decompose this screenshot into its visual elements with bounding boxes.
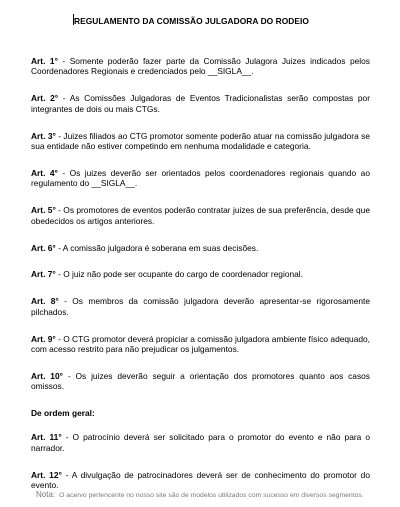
article-7 [31,269,370,279]
articles-list [31,56,370,507]
article-number: Art. 9° [31,333,56,344]
section-heading: De ordem geral: [31,408,95,419]
article-text: - Somente poderão fazer parte da Comissão Julagora Juizes indicados pelos Coordenadores Regionais e credenciados pelo __SIGLA__. [31,56,370,77]
article-text: - O CTG promotor deverá propiciar a comissão julgadora ambiente físico adequado, com acesso restrito para não prejudicar os julgamentos. [31,333,370,355]
article-10 [31,371,370,392]
article-text: - A divulgação de patrocinadores deverá ser de conhecimento do promotor do evento. [31,469,370,491]
article-5 [31,205,370,226]
article-8 [31,296,370,317]
footnote [36,490,364,499]
article-text: - As Comissões Julgadoras de Eventos Tradicionalistas serão compostas por integrantes de dois ou mais CTGs. [31,93,370,114]
article-text: - Os juizes deverão seguir a orientação dos promotores quanto aos casos omissos. [31,371,370,392]
article-number: Art. 6° [31,242,56,253]
article-9 [31,334,370,355]
article-11 [31,432,370,453]
article-number: Art. 2° [31,93,59,104]
article-2 [31,93,370,114]
footnote-text: O acervo pertencente no nosso site são de modelos utilizados com sucesso em diversos segmentos. [59,492,364,499]
article-number: Art. 8° [31,296,59,307]
footnote-label: Nota: [36,490,56,499]
article-text: - A comissão julgadora é soberana em suas decisões. [55,242,259,253]
article-12 [31,470,370,491]
article-text: - Juizes filiados ao CTG promotor somente poderão atuar na comissão julgadora se sua entidade não estiver competindo em nenhuma modalidade e categoria. [31,130,370,152]
article-number: Art. 7° [31,269,56,280]
document-title: REGULAMENTO DA COMISSÃO JULGADORA DO RODEIO [74,16,309,26]
article-6 [31,243,370,253]
article-number: Art. 12° [31,469,62,480]
article-number: Art. 4° [31,167,58,178]
article-number: Art. 1° [31,56,58,66]
article-number: Art. 5° [31,205,56,216]
article-text: - O patrocínio deverá ser solicitado para o promotor do evento e não para o narrador. [31,432,370,453]
article-number: Art. 10° [31,371,63,381]
article-4 [31,168,370,189]
article-number: Art. 11° [31,432,62,443]
article-text: - O juiz não pode ser ocupante do cargo de coordenador regional. [55,269,303,280]
article-text: - Os promotores de eventos poderão contratar juizes de sua preferência, desde que obedecidos os artigos anteriores. [31,205,370,226]
article-text: - Os juizes deverão ser orientados pelos coordenadores regionais quando ao regulamento do __SIGLA__. [31,167,370,189]
article-number: Art. 3° [31,130,56,141]
article-3 [31,131,370,152]
article-text: - Os membros da comissão julgadora deverão apresentar-se rigorosamente pilchados. [31,296,371,317]
article-1 [31,56,370,77]
